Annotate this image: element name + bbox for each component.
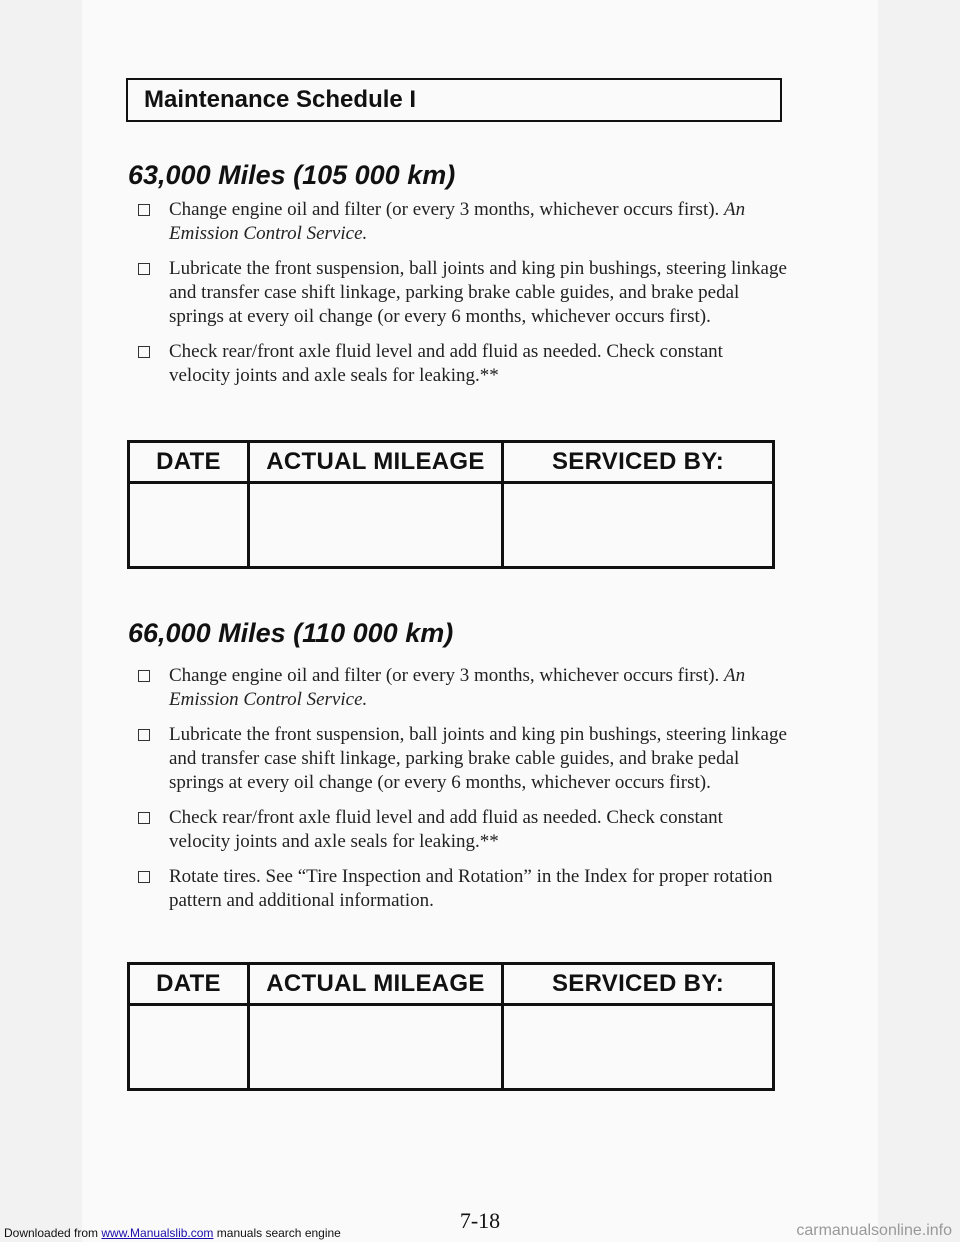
serviced-by-cell[interactable]: [503, 1005, 774, 1090]
list-item: Rotate tires. See “Tire Inspection and Rotation” in the Index for proper rotation pattern and additional information.: [138, 865, 788, 913]
watermark-text: carmanualsonline.info: [796, 1222, 952, 1239]
download-footer: Downloaded from www.Manualslib.com manuals search engine: [4, 1226, 341, 1240]
checklist-66000: [138, 664, 788, 924]
serviced-by-column-header: SERVICED BY:: [503, 442, 774, 483]
service-log-table-66000: [127, 962, 775, 1091]
checkbox-icon[interactable]: [138, 204, 150, 216]
list-item: Lubricate the front suspension, ball joints and king pin bushings, steering linkage and transfer case shift linkage, parking brake cable guides, and brake pedal springs at every oil change (or every 6 months, whichever occurs first).: [138, 257, 788, 329]
header-title: Maintenance Schedule I: [144, 86, 417, 113]
table-header-row: [129, 964, 774, 1005]
serviced-by-cell[interactable]: [503, 483, 774, 568]
list-item: Change engine oil and filter (or every 3 months, whichever occurs first). An Emission Control Service.: [138, 198, 788, 246]
manualslib-link[interactable]: www.Manualslib.com: [101, 1226, 214, 1240]
section-title-66000: 66,000 Miles (110 000 km): [128, 618, 454, 648]
list-item: Lubricate the front suspension, ball joints and king pin bushings, steering linkage and transfer case shift linkage, parking brake cable guides, and brake pedal springs at every oil change (or every 6 months, whichever occurs first).: [138, 723, 788, 795]
service-log-table-63000: [127, 440, 775, 569]
table-row: [129, 1005, 774, 1090]
list-item: Check rear/front axle fluid level and add fluid as needed. Check constant velocity joints and axle seals for leaking.**: [138, 806, 788, 854]
mileage-column-header: ACTUAL MILEAGE: [249, 442, 503, 483]
checkbox-icon[interactable]: [138, 263, 150, 275]
mileage-cell[interactable]: [249, 483, 503, 568]
checklist-63000: [138, 198, 788, 399]
date-column-header: DATE: [129, 964, 249, 1005]
section-header-box: [126, 78, 782, 122]
table-row: [129, 483, 774, 568]
checkbox-icon[interactable]: [138, 346, 150, 358]
checkbox-icon[interactable]: [138, 729, 150, 741]
mileage-column-header: ACTUAL MILEAGE: [249, 964, 503, 1005]
list-item: Change engine oil and filter (or every 3 months, whichever occurs first). An Emission Control Service.: [138, 664, 788, 712]
checkbox-icon[interactable]: [138, 871, 150, 883]
section-title-63000: 63,000 Miles (105 000 km): [128, 160, 456, 190]
date-cell[interactable]: [129, 1005, 249, 1090]
checkbox-icon[interactable]: [138, 670, 150, 682]
page-number: 7-18: [459, 1208, 501, 1233]
mileage-cell[interactable]: [249, 1005, 503, 1090]
checkbox-icon[interactable]: [138, 812, 150, 824]
date-column-header: DATE: [129, 442, 249, 483]
table-header-row: [129, 442, 774, 483]
serviced-by-column-header: SERVICED BY:: [503, 964, 774, 1005]
date-cell[interactable]: [129, 483, 249, 568]
list-item: Check rear/front axle fluid level and add fluid as needed. Check constant velocity joints and axle seals for leaking.**: [138, 340, 788, 388]
